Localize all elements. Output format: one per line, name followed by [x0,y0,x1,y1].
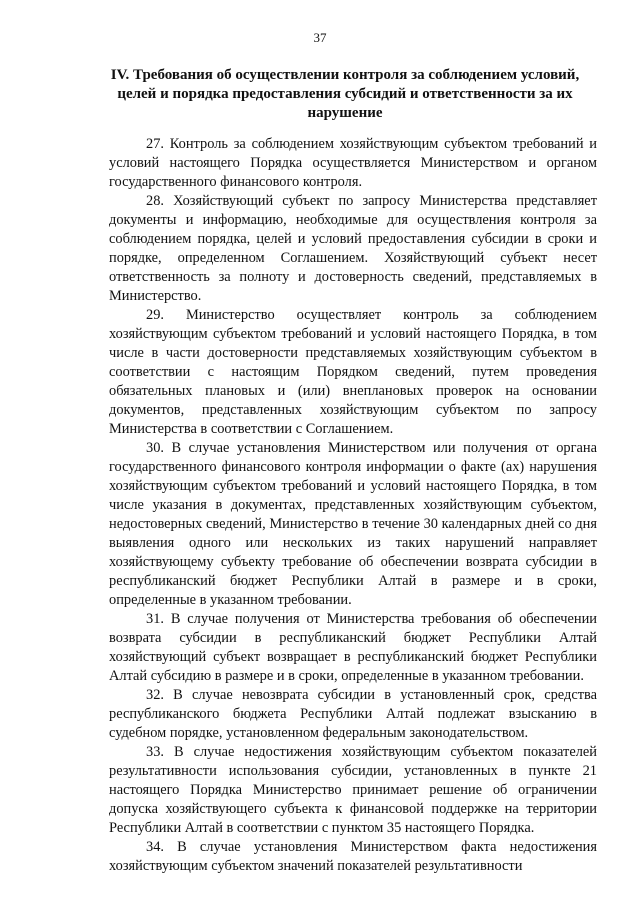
section-heading-line: целей и порядка предоставления субсидий и ответственности за их [117,86,573,102]
section-heading-line: нарушение [307,105,383,121]
paragraph-27: 27. Контроль за соблюдением хозяйствующим субъектом требований и условий настоящего Порядка осуществляется Министерством и органом государственного финансового контроля. [109,136,597,190]
paragraph-32: 32. В случае невозврата субсидии в установленный срок, средства республиканского бюджета Республики Алтай подлежат взысканию в судебном порядке, установленном федеральным законодательством. [109,687,597,741]
paragraph-33: 33. В случае недостижения хозяйствующим субъектом показателей результативности использования субсидии, установленных в пункте 21 настоящего Порядка Министерство принимает решение об ограничении допуска хозяйствующего субъекта к финансовой поддержке на территории Республики Алтай в соответствии с пунктом 35 настоящего Порядка. [109,744,597,836]
section-heading-line: IV. Требования об осуществлении контроля за соблюдением условий, [110,67,580,83]
paragraph-34: 34. В случае установления Министерством факта недостижения хозяйствующим субъектом значений показателей результативности [109,839,597,874]
paragraph-30: 30. В случае установления Министерством или получения от органа государственного финансового контроля информации о факте (ах) нарушения хозяйствующим субъектом требований и условий настоящего Порядка, в том числе указания в документах, представленных хозяйствующим субъектом, недостоверных сведений, Министерство в течение 30 календарных дней со дня выявления одного или нескольких из таких нарушений направляет хозяйствующему субъекту требование об обеспечении возврата субсидии в республиканский бюджет Республики Алтай в размере и в сроки, определенные в указанном требовании. [109,440,597,608]
page-number: 37 [313,30,327,45]
paragraph-29: 29. Министерство осуществляет контроль за соблюдением хозяйствующим субъектом требований и условий настоящего Порядка, в том числе в части достоверности представляемых хозяйствующим субъектом в соответствии с настоящим Порядком сведений, путем проведения обязательных плановых и (или) внеплановых проверок на основании документов, представленных хозяйствующим субъектом по запросу Министерства в соответствии с Соглашением. [109,307,597,437]
document-body [109,135,597,876]
section-heading [100,66,590,123]
paragraph-31: 31. В случае получения от Министерства требования об обеспечении возврата субсидии в республиканский бюджет Республики Алтай хозяйствующий субъект возвращает в республиканский бюджет Республики Алтай субсидию в размере и в сроки, определенные в указанном требовании. [109,611,597,684]
paragraph-28: 28. Хозяйствующий субъект по запросу Министерства представляет документы и информацию, необходимые для осуществления контроля за соблюдением порядка, целей и условий предоставления субсидии в сроки и порядке, определенном Соглашением. Хозяйствующий субъект несет ответственность за полноту и достоверность сведений, представляемых в Министерство. [109,193,597,304]
